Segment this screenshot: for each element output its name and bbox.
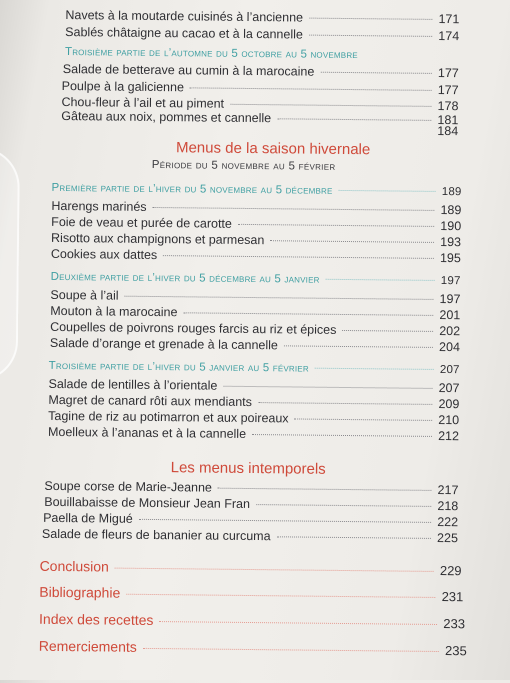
toc-entry xyxy=(51,247,461,266)
entry-title: Paella de Migué xyxy=(43,510,133,526)
entry-title: Soupe corse de Marie-Jeanne xyxy=(44,478,212,495)
entry-title: Risotto aux champignons et parmesan xyxy=(50,230,265,248)
entry-title: Salade d’orange et grenade à la cannelle xyxy=(49,335,278,353)
dot-leader xyxy=(284,345,433,348)
dot-leader xyxy=(183,312,433,316)
toc-entry xyxy=(65,25,459,44)
entry-page: 217 xyxy=(437,482,459,498)
entry-page: 190 xyxy=(440,218,462,234)
entry-title: Cookies aux dattes xyxy=(50,246,158,263)
toc-entry xyxy=(61,120,458,139)
dot-leader xyxy=(126,594,435,598)
entry-title: Foie de veau et purée de carotte xyxy=(51,214,232,231)
entry-title: Moelleux à l’ananas et à la cannelle xyxy=(47,424,247,441)
dot-leader xyxy=(115,568,434,572)
entry-page: 231 xyxy=(441,589,464,605)
dot-leader xyxy=(190,87,432,91)
entry-title: Salade de fleurs de bananier au curcuma xyxy=(41,526,271,544)
entry-page: 207 xyxy=(438,380,460,396)
entry-page: 222 xyxy=(437,514,459,530)
dot-leader xyxy=(277,118,431,121)
entry-page: 177 xyxy=(437,82,459,98)
dot-leader xyxy=(309,35,432,37)
dot-leader xyxy=(315,368,434,370)
dot-leader xyxy=(223,386,432,389)
entry-title: Tagine de riz au potimarron et aux poireaux xyxy=(48,408,289,426)
section-subheading xyxy=(49,360,460,376)
entry-page: 197 xyxy=(440,274,461,288)
dot-leader xyxy=(277,536,432,539)
entry-title: Remerciements xyxy=(38,637,137,655)
entry-page: 174 xyxy=(438,28,460,44)
entry-title: Bibliographie xyxy=(39,583,121,601)
toc-entry-major xyxy=(39,638,467,658)
entry-title: Coupelles de poivrons rouges farcis au riz et épices xyxy=(50,319,337,337)
entry-page: 229 xyxy=(439,563,462,579)
entry-page: 218 xyxy=(437,498,459,514)
toc-entry xyxy=(63,62,459,81)
section-subheading xyxy=(52,182,462,198)
dot-leader xyxy=(320,72,432,74)
entry-page: 195 xyxy=(439,250,461,266)
entry-title: Soupe à l’ail xyxy=(50,287,119,303)
dot-leader xyxy=(326,279,435,281)
section-heading: Les menus intemporels xyxy=(170,459,326,478)
toc-entry-major xyxy=(40,558,462,578)
entry-page: 171 xyxy=(438,11,460,27)
toc-entry xyxy=(48,425,459,444)
dot-leader xyxy=(218,488,432,491)
entry-page: 184 xyxy=(437,123,459,139)
entry-title: Gâteau aux noix, pommes et cannelle xyxy=(61,109,272,126)
dot-leader xyxy=(159,621,437,625)
entry-title: Poulpe à la galicienne xyxy=(61,79,185,95)
entry-page: 178 xyxy=(437,98,459,114)
toc-entry xyxy=(42,527,458,546)
entry-page: 225 xyxy=(437,530,459,546)
dot-leader xyxy=(139,519,431,523)
dot-leader xyxy=(258,402,433,405)
section-heading: Menus de la saison hivernale xyxy=(175,139,371,159)
section-subheading xyxy=(65,46,395,61)
dot-leader xyxy=(67,128,431,132)
toc-entry-major xyxy=(39,611,465,631)
entry-page: 181 xyxy=(437,112,459,128)
section-subheading xyxy=(51,271,461,287)
entry-title: Sablés châtaigne au cacao et à la cannelle xyxy=(65,25,303,42)
entry-page: 209 xyxy=(438,396,460,412)
entry-page: 193 xyxy=(440,234,462,250)
dot-leader xyxy=(153,207,435,211)
entry-page: 201 xyxy=(439,307,461,323)
entry-page: 233 xyxy=(443,616,466,632)
entry-page: 189 xyxy=(440,202,462,218)
entry-title: Navets à la moutarde cuisinés à l’ancienne xyxy=(65,8,304,25)
dot-leader xyxy=(252,434,432,437)
entry-title: Salade de lentilles à l’orientale xyxy=(48,376,218,393)
entry-title: Magret de canard rôti aux mendiants xyxy=(48,392,253,410)
entry-title: Index des recettes xyxy=(38,610,154,629)
entry-page: 212 xyxy=(438,428,460,444)
dot-leader xyxy=(295,418,433,420)
dot-leader xyxy=(125,296,434,300)
entry-page: 207 xyxy=(439,363,460,377)
entry-title: Chou-fleur à l’ail et au piment xyxy=(61,95,225,111)
dot-leader xyxy=(270,240,434,243)
entry-page: 202 xyxy=(439,323,461,339)
dot-leader xyxy=(309,18,433,20)
subheading-label: Deuxième partie de l’hiver du 5 décembre au 5 janvier xyxy=(50,270,320,286)
subheading-label: Troisième partie de l’hiver du 5 janvier au 5 février xyxy=(48,359,309,375)
dot-leader xyxy=(163,255,434,259)
entry-page: 210 xyxy=(438,412,460,428)
dot-leader xyxy=(342,330,433,332)
dot-leader xyxy=(339,190,436,192)
dot-leader xyxy=(238,224,434,227)
toc-entry xyxy=(50,336,460,355)
section-period: Période du 5 novembre au 5 février xyxy=(151,158,336,173)
entry-title: Harengs marinés xyxy=(51,198,147,214)
page-edge-shadow xyxy=(0,147,20,381)
toc-entry-major xyxy=(39,584,463,604)
dot-leader xyxy=(230,104,432,107)
entry-page: 235 xyxy=(444,643,467,659)
subheading-label: Première partie de l’hiver du 5 novembre au 5 décembre xyxy=(51,181,333,197)
dot-leader xyxy=(143,648,439,652)
subheading-label: Troisième partie de l’automne du 5 octobre au 5 novembre xyxy=(64,46,358,62)
entry-title: Salade de betterave au cumin à la marocaine xyxy=(62,62,315,79)
entry-page: 189 xyxy=(441,186,462,199)
toc-entry xyxy=(65,8,459,27)
entry-page: 177 xyxy=(437,65,459,81)
dot-leader xyxy=(256,504,431,507)
entry-title: Mouton à la marocaine xyxy=(50,303,178,320)
entry-title: Conclusion xyxy=(39,557,109,575)
entry-page: 197 xyxy=(439,291,461,307)
entry-title: Bouillabaisse de Monsieur Jean Fran xyxy=(44,494,251,512)
entry-page: 204 xyxy=(439,339,461,355)
